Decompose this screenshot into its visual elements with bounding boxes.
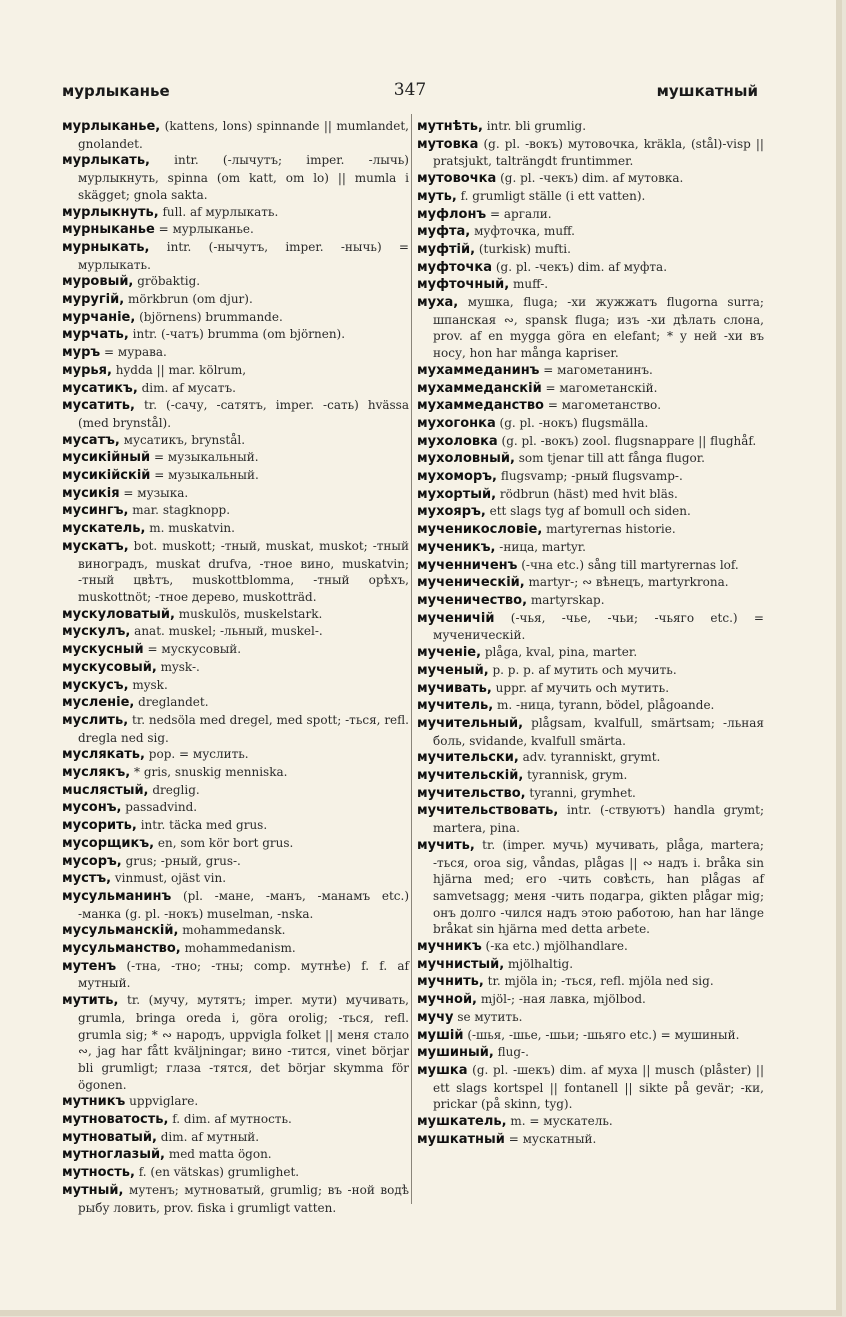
entry-headword: мусульманство, (62, 941, 181, 957)
dictionary-entry (62, 502, 409, 520)
entry-definition: p. p. p. af мутить och мучить. (492, 662, 677, 677)
dictionary-entry (62, 659, 409, 677)
entry-headword: муфточка (417, 259, 492, 275)
dictionary-entry (62, 746, 409, 764)
dictionary-entry (62, 449, 409, 467)
entry-definition: full. af мурлыкать. (162, 204, 279, 219)
left-column (62, 118, 409, 1216)
entry-definition: flug-. (497, 1045, 529, 1060)
dictionary-entry (417, 136, 764, 170)
entry-definition: grus; -рный, grus-. (125, 853, 241, 868)
entry-definition: f. dim. af мутность. (172, 1112, 292, 1127)
entry-definition: martyr-; ∾ вѣнецъ, martyrkrona. (528, 575, 729, 590)
entry-definition: intr. bli grumlig. (486, 119, 587, 133)
entry-headword: мушка (417, 1062, 468, 1078)
entry-definition: muskulös, muskelstark. (178, 606, 323, 621)
entry-definition: -ница, martyr. (499, 539, 586, 554)
entry-definition: (g. pl. -нокъ) flugsmälla. (499, 415, 649, 430)
dictionary-entry (62, 817, 409, 835)
entry-headword: мученическій, (417, 575, 525, 591)
entry-definition: (turkisk) mufti. (478, 241, 571, 256)
entry-definition: = музыкальный. (153, 450, 259, 465)
entry-headword: мухоловный, (417, 451, 515, 467)
entry-definition: f. grumligt ställe (i ett vatten). (460, 188, 646, 203)
dictionary-entry (417, 380, 764, 398)
entry-headword: мурныкать, (62, 239, 150, 255)
dictionary-entry (62, 992, 409, 1093)
entry-headword: муслякать, (62, 747, 145, 763)
entry-definition: мутенъ; мутноватый, grumlig; въ -ной водѣ рыбу ловить, prov. fiska i grumligt vatten. (78, 1182, 409, 1215)
dictionary-entry (417, 956, 764, 974)
entry-definition: bot. muskott; -тный, muskat, muskot; -тный виноградъ, muskat drufva, -тное вино, muskatvin; -тный цвѣтъ, muskottblomma, -тный орѣхъ, muskottnöt; -тное дерево, muskotträd. (78, 538, 409, 604)
dictionary-entry (417, 118, 764, 136)
dictionary-entry (417, 785, 764, 803)
dictionary-entry (62, 922, 409, 940)
entry-definition: (g. pl. -чекъ) dim. af мутовка. (500, 171, 684, 186)
dictionary-entry (417, 503, 764, 521)
entry-definition: vinmust, ojäst vin. (114, 871, 227, 886)
entry-headword: мусленіе, (62, 695, 135, 711)
dictionary-entry (62, 520, 409, 538)
dictionary-entry (62, 538, 409, 606)
entry-headword: муровый, (62, 274, 134, 290)
entry-definition: martyrskap. (530, 592, 605, 607)
entry-headword: мuслястый, (62, 782, 149, 798)
dictionary-entry (62, 694, 409, 712)
dictionary-entry (417, 294, 764, 362)
dictionary-entry (417, 557, 764, 575)
entry-definition: = магометанинъ. (543, 362, 653, 377)
entry-headword: мученниченъ (417, 557, 518, 573)
entry-definition: flugsvamp; -рный flugsvamp-. (500, 469, 683, 484)
entry-headword: мусатъ, (62, 432, 120, 448)
entry-definition: intr. (-нычутъ, imper. -нычь) = мурлыкать. (78, 239, 409, 272)
entry-definition: dim. af мусатъ. (141, 380, 236, 395)
dictionary-entry (417, 574, 764, 592)
dictionary-entry (417, 1027, 764, 1045)
entry-headword: мусонъ, (62, 800, 122, 816)
entry-headword: муха, (417, 295, 459, 311)
entry-headword: муфлонъ (417, 206, 487, 222)
entry-definition: tr. mjöla in; -ться, refl. mjöla ned sig. (487, 974, 714, 989)
entry-headword: мусорщикъ, (62, 835, 155, 851)
entry-headword: муть, (417, 188, 457, 204)
dictionary-entry (417, 241, 764, 259)
entry-definition: intr. (-лычутъ; imper. -лычь) мурлыкнуть, spinna (om katt, om lo) || mumla i skägget; gnola sakta. (78, 153, 409, 202)
entry-headword: муръ (62, 345, 101, 361)
dictionary-entry (417, 450, 764, 468)
entry-definition: = мурава. (104, 345, 167, 360)
entry-definition: (-чья, -чье, -чьи; -чьяго etc.) = мученическій. (433, 610, 764, 643)
entry-headword: мухояръ, (417, 504, 486, 520)
entry-definition: intr. (-ствуютъ) handla grymt; martera, pina. (433, 803, 764, 836)
entry-definition: intr. (-чатъ) brumma (om björnen). (132, 327, 346, 342)
entry-definition: = магометанство. (547, 398, 662, 413)
dictionary-entry (417, 767, 764, 785)
entry-definition: (-шья, -шье, -шьи; -шьяго etc.) = мушиный. (467, 1027, 740, 1042)
entry-definition: = магометанскій. (545, 380, 658, 395)
entry-definition: = мурлыканье. (158, 222, 254, 237)
dictionary-entry (417, 644, 764, 662)
dictionary-entry (62, 344, 409, 362)
dictionary-entry (62, 309, 409, 327)
entry-headword: мутный, (62, 1182, 124, 1198)
entry-definition: mysk-. (160, 659, 200, 674)
dictionary-entry (62, 326, 409, 344)
dictionary-entry (417, 749, 764, 767)
entry-definition: (-ка etc.) mjölhandlare. (485, 939, 628, 954)
entry-definition: ett slags tyg af bomull och siden. (489, 504, 691, 519)
dictionary-entry (62, 485, 409, 503)
entry-definition: som tjenar till att fånga flugor. (518, 451, 705, 466)
dictionary-entry (417, 837, 764, 938)
entry-definition: tr. nedsöla med dregel, med spott; -ться, refl. dregla ned sig. (78, 712, 409, 745)
dictionary-entry (417, 697, 764, 715)
dictionary-entry (417, 662, 764, 680)
entry-definition: (g. pl. -вокъ) мутовочка, kräkla, (stål)-visp || pratsjukt, talträngdt fruntimmer. (433, 136, 764, 169)
entry-definition: (pl. -мане, -манъ, -манамъ etc.) -манка (g. pl. -нокъ) muselman, -nska. (78, 888, 409, 921)
entry-definition: mohammedansk. (182, 923, 286, 938)
entry-headword: мускусный (62, 642, 144, 658)
dictionary-entry (417, 259, 764, 277)
entry-definition: martyrernas historie. (546, 522, 676, 537)
right-column (417, 118, 764, 1148)
dictionary-entry (62, 397, 409, 431)
entry-headword: мусатикъ, (62, 380, 138, 396)
entry-headword: мученикъ, (417, 539, 496, 555)
dictionary-entry (62, 940, 409, 958)
entry-headword: мученичество, (417, 592, 528, 608)
entry-headword: мускусъ, (62, 677, 129, 693)
entry-headword: мутить, (62, 993, 119, 1009)
entry-headword: муфта, (417, 224, 471, 240)
entry-headword: мучительски, (417, 750, 519, 766)
dictionary-entry (417, 938, 764, 956)
entry-definition: tr. (imper. мучь) мучивать, plåga, martera; -ться, oroa sig, våndas, plågas || ∾ надъ i. bråka sin hjärna med; его -чить совѣсть, han plågas af samvetsagg; меня -чить подагра, gikten plågar mig; онъ долго -чился надъ этою работою, han har länge bråkat sin hjärna med detta arbete. (433, 837, 764, 937)
dictionary-entry (417, 468, 764, 486)
entry-headword: мутнѣть, (417, 119, 483, 134)
entry-headword: мушій (417, 1027, 464, 1043)
entry-headword: мучительство, (417, 785, 526, 801)
header-left-guideword: мурлыканье (62, 82, 170, 100)
entry-definition: gröbaktig. (137, 274, 201, 289)
dictionary-entry (417, 397, 764, 415)
dictionary-entry (62, 273, 409, 291)
page-number: 347 (393, 80, 427, 100)
dictionary-entry (62, 853, 409, 871)
dictionary-entry (417, 539, 764, 557)
entry-definition: mjölhaltig. (508, 956, 574, 971)
entry-headword: мучить, (417, 837, 475, 853)
entry-definition: = аргали. (490, 206, 552, 221)
entry-headword: мутовка (417, 136, 479, 152)
dictionary-entry (62, 221, 409, 239)
dictionary-entry (62, 467, 409, 485)
entry-headword: мученичій (417, 610, 495, 626)
dictionary-entry (62, 799, 409, 817)
dictionary-entry (62, 380, 409, 398)
dictionary-entry (417, 680, 764, 698)
entry-headword: мучнистый, (417, 956, 505, 972)
entry-definition: m. muskatvin. (149, 521, 235, 536)
dictionary-entry (62, 606, 409, 624)
dictionary-entry (417, 223, 764, 241)
entry-definition: mohammedanism. (184, 941, 296, 956)
entry-headword: мучу (417, 1009, 454, 1025)
dictionary-entry (62, 1093, 409, 1111)
page-header (62, 78, 758, 102)
dictionary-entry (62, 1164, 409, 1182)
entry-headword: мурчать, (62, 327, 129, 343)
entry-definition: (-чна etc.) sång till martyrernas lof. (521, 557, 739, 572)
entry-headword: мухаммеданскій (417, 380, 542, 396)
dictionary-entry (62, 958, 409, 992)
entry-headword: мускусовый, (62, 659, 157, 675)
entry-headword: мутноватость, (62, 1112, 169, 1128)
dictionary-entry (417, 610, 764, 644)
entry-headword: мускуловатый, (62, 606, 175, 622)
entry-definition: hydda || mar. kölrum, (115, 362, 247, 377)
entry-definition: f. (en vätskas) grumlighet. (138, 1165, 300, 1180)
entry-headword: мурлыканье, (62, 119, 161, 134)
entry-headword: мучивать, (417, 680, 492, 696)
dictionary-entry (417, 715, 764, 749)
entry-definition: мусатикъ, brynstål. (123, 432, 246, 447)
entry-definition: passadvind. (125, 800, 198, 815)
entry-definition: (björnens) brummande. (139, 309, 283, 324)
entry-headword: муфтій, (417, 241, 476, 257)
entry-headword: мускатъ, (62, 538, 129, 554)
dictionary-entry (62, 835, 409, 853)
entry-definition: tr. (-сачу, -сатятъ, imper. -сать) hvässa (med brynstål). (78, 398, 409, 430)
entry-headword: мучитель, (417, 698, 494, 714)
entry-headword: мусикійскій (62, 468, 151, 484)
entry-headword: мусикійный (62, 450, 151, 466)
entry-headword: мухоловка (417, 433, 498, 449)
dictionary-entry (62, 1182, 409, 1216)
header-right-guideword: мушкатный (656, 82, 758, 100)
entry-definition: muff-. (513, 277, 549, 292)
entry-definition: dreglig. (152, 782, 200, 797)
dictionary-entry (62, 118, 409, 152)
entry-definition: mar. stagknopp. (132, 503, 231, 518)
dictionary-entry (62, 239, 409, 273)
dictionary-entry (417, 1009, 764, 1027)
entry-headword: мурлыкнуть, (62, 204, 159, 220)
entry-definition: мушка, fluga; -хи жужжатъ flugorna surra; шпанская ∾, spansk fluga; изъ -хи дѣлать слона, prov. af en mygga göra en elefant; * у ней -хи въ носу, hon har många kapriser. (433, 295, 764, 361)
entry-definition: mörkbrun (om djur). (128, 292, 253, 307)
dictionary-entry (62, 712, 409, 746)
entry-headword: мусульманинъ (62, 888, 172, 904)
dictionary-entry (417, 433, 764, 451)
dictionary-entry (62, 432, 409, 450)
dictionary-entry (62, 623, 409, 641)
entry-headword: мушкатный (417, 1131, 505, 1147)
entry-definition: pop. = муслить. (148, 747, 249, 762)
entry-definition: tyranni, grymhet. (529, 785, 636, 800)
entry-headword: мутность, (62, 1165, 135, 1181)
entry-definition: муфточка, muff. (474, 224, 575, 239)
dictionary-entry (62, 1129, 409, 1147)
entry-headword: мучительный, (417, 715, 524, 731)
dictionary-entry (417, 276, 764, 294)
entry-definition: = музыкальный. (154, 468, 259, 483)
entry-headword: мучной, (417, 992, 477, 1008)
entry-headword: мучительскій, (417, 768, 524, 784)
entry-definition: dreglandet. (138, 695, 209, 710)
entry-definition: = мускатный. (508, 1131, 597, 1146)
entry-definition: uppr. af мучить och мутить. (495, 680, 670, 695)
dictionary-entry (417, 991, 764, 1009)
entry-headword: мусоръ, (62, 853, 122, 869)
entry-headword: мученіе, (417, 645, 482, 661)
entry-definition: plågsam, kvalfull, smärtsam; -льная боль, svidande, kvalfull smärta. (433, 715, 764, 748)
entry-headword: мустъ, (62, 871, 112, 887)
entry-definition: dim. af мутный. (160, 1129, 260, 1144)
entry-headword: мускулъ, (62, 624, 131, 640)
dictionary-entry (417, 521, 764, 539)
dictionary-entry (62, 641, 409, 659)
entry-headword: мутноглазый, (62, 1147, 165, 1163)
entry-definition: (-тна, -тно; -тны; comp. мутнѣе) f. f. af мутный. (78, 958, 409, 991)
entry-definition: plåga, kval, pina, marter. (484, 645, 638, 660)
entry-headword: мурья, (62, 362, 112, 378)
entry-headword: мучнить, (417, 974, 484, 990)
entry-headword: мусингъ, (62, 503, 129, 519)
entry-definition: adv. tyranniskt, grymt. (522, 750, 661, 765)
entry-definition: en, som kör bort grus. (157, 835, 294, 850)
dictionary-entry (62, 291, 409, 309)
entry-headword: мусорить, (62, 818, 137, 834)
entry-definition: = музыка. (123, 485, 189, 500)
dictionary-entry (417, 802, 764, 836)
entry-definition: tyrannisk, grym. (527, 768, 628, 783)
entry-headword: мушиный, (417, 1045, 494, 1061)
entry-definition: uppviglare. (129, 1094, 199, 1109)
entry-headword: мутноватый, (62, 1129, 157, 1145)
entry-headword: мухортый, (417, 486, 497, 502)
entry-definition: mysk. (132, 677, 168, 692)
entry-headword: мучительствовать, (417, 803, 559, 819)
entry-headword: мучникъ (417, 939, 482, 955)
entry-headword: мутенъ (62, 958, 117, 974)
entry-headword: муслякъ, (62, 765, 131, 781)
entry-headword: мутникъ (62, 1094, 126, 1110)
entry-headword: мурныканье (62, 222, 155, 238)
column-divider (411, 114, 412, 1204)
entry-definition: med matta ögon. (168, 1147, 272, 1162)
entry-headword: муругій, (62, 292, 125, 308)
entry-definition: = мускусовый. (147, 642, 242, 657)
entry-definition: intr. täcka med grus. (140, 818, 268, 833)
entry-headword: мученый, (417, 662, 489, 678)
entry-definition: mjöl-; -ная лавка, mjölbod. (480, 992, 646, 1007)
dictionary-entry (417, 1131, 764, 1149)
dictionary-entry (62, 888, 409, 922)
dictionary-entry (417, 170, 764, 188)
dictionary-entry (417, 415, 764, 433)
entry-headword: мусатить, (62, 398, 135, 414)
entry-definition: (g. pl. -чекъ) dim. af муфта. (495, 259, 668, 274)
entry-headword: мусикія (62, 485, 120, 501)
entry-headword: мухаммеданство (417, 398, 544, 414)
entry-definition: (kattens, lons) spinnande || mumlandet, gnolandet. (78, 119, 409, 151)
entry-headword: муслить, (62, 712, 129, 728)
entry-headword: мушкатель, (417, 1114, 507, 1130)
entry-headword: мурлыкать, (62, 153, 150, 169)
entry-definition: (g. pl. -вокъ) zool. flugsnappare || flughåf. (501, 433, 757, 448)
entry-headword: мученикословіе, (417, 522, 543, 538)
dictionary-entry (62, 1111, 409, 1129)
dictionary-entry (417, 1062, 764, 1113)
entry-headword: мусульманскій, (62, 923, 179, 939)
entry-definition: se мутить. (457, 1009, 523, 1024)
dictionary-entry (62, 152, 409, 203)
entry-headword: мускатель, (62, 521, 146, 537)
entry-headword: муфточный, (417, 277, 510, 293)
entry-definition: m. = мускатель. (510, 1114, 613, 1129)
entry-definition: m. -ница, tyrann, bödel, plågoande. (497, 698, 715, 713)
dictionary-entry (417, 206, 764, 224)
dictionary-entry (417, 362, 764, 380)
dictionary-entry (62, 677, 409, 695)
dictionary-entry (417, 486, 764, 504)
dictionary-entry (62, 870, 409, 888)
entry-headword: мурчаніе, (62, 309, 136, 325)
dictionary-entry (62, 1146, 409, 1164)
dictionary-entry (62, 764, 409, 782)
entry-headword: мухогонка (417, 415, 496, 431)
dictionary-entry (417, 1113, 764, 1131)
dictionary-entry (417, 1044, 764, 1062)
entry-headword: мухоморъ, (417, 469, 497, 485)
entry-definition: tr. (мучу, мутятъ; imper. мути) мучивать, grumla, bringa oreda i, göra orolig; -ться, refl. grumla sig; * ∾ народъ, uppvigla folket || меня стало ∾, jag har fått kväljningar; вино -тится, vinet börjar bli grumligt; глаза -тятся, det börjar skymma för ögonen. (78, 993, 409, 1092)
entry-definition: rödbrun (häst) med hvit bläs. (499, 486, 678, 501)
dictionary-entry (417, 592, 764, 610)
dictionary-entry (417, 188, 764, 206)
entry-definition: (g. pl. -шекъ) dim. af муха || musch (plåster) || ett slags kortspel || fontanell || sikte på gevär; -ки, prickar (på skinn, tyg). (433, 1062, 764, 1112)
entry-definition: anat. muskel; -льный, muskel-. (134, 624, 323, 639)
entry-headword: мухаммеданинъ (417, 362, 540, 378)
dictionary-entry (62, 362, 409, 380)
entry-headword: мутовочка (417, 171, 497, 187)
entry-definition: * gris, snuskig menniska. (134, 765, 288, 780)
dictionary-entry (62, 782, 409, 800)
dictionary-entry (417, 973, 764, 991)
dictionary-entry (62, 204, 409, 222)
